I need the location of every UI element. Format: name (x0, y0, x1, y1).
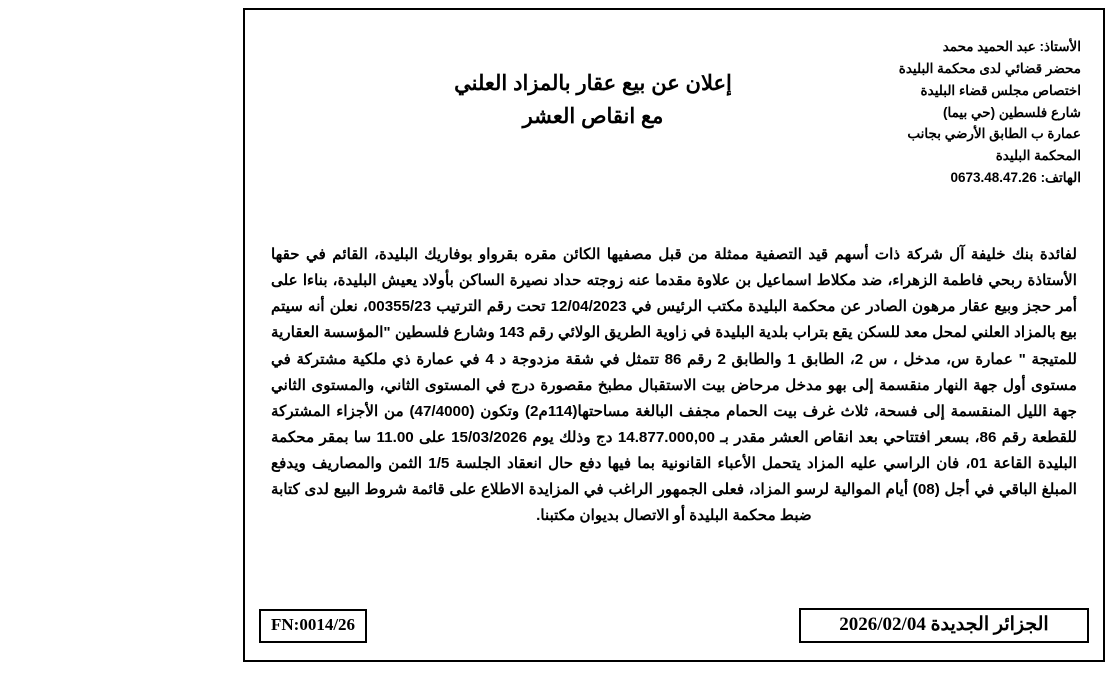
officer-role: محضر قضائي لدى محكمة البليدة (898, 60, 1081, 76)
officer-building: عمارة ب الطابق الأرضي بجانب (907, 126, 1081, 142)
officer-street: شارع فلسطين (حي بيما) (943, 104, 1081, 120)
officer-jurisdiction: اختصاص مجلس قضاء البليدة (920, 82, 1081, 98)
officer-court: المحكمة البليدة (995, 148, 1081, 164)
title-line-2: مع انقاص العشر (522, 104, 664, 128)
document-body (271, 242, 1077, 530)
body-paragraph: لفائدة بنك خليفة آل شركة ذات أسهم قيد التصفية ممثلة من قبل مصفيها الكائن مقره بقرواو بوفاريك البليدة، القائم في حقها الأستاذة ربحي فاطمة الزهراء، ضد مكلاط اسماعيل بن علاوة مقدما عنه زوجته حداد نصيرة الساكن بأولاد يعيش البليدة، بناءا على أمر حجز وبيع عقار مرهون الصادر عن محكمة البليدة مكتب الرئيس في 12/04/2023 تحت رقم الترتيب 00355/23، نعلن أنه سيتم بيع بالمزاد العلني لمحل معد للسكن يقع بتراب بلدية البليدة في زاوية الطريق الولائي رقم 143 وشارع فلسطين "المؤسسة العقارية للمتيجة " عمارة س، مدخل ، س 2، الطابق 1 والطابق 2 رقم 86 تتمثل في شقة مزدوجة د 4 في عمارة ذي ملكية مشتركة في مستوى أول جهة النهار منقسمة إلى بهو مدخل مرحاض بيت الاستقبال مطبخ مقصورة درج في المستوى الثاني، والمستوى الثاني جهة الليل المنقسمة إلى فسحة، ثلاث غرف بيت الحمام مجفف البالغة مساحتها(114م2) وتكون (47/4000) من الأجزاء المشتركة للقطعة رقم 86، بسعر افتتاحي بعد انقاص العشر مقدر بـ 14.877.000,00 دج وذلك يوم 15/03/2026 على 11.00 سا بمقر محكمة البليدة القاعة 01، فان الراسي عليه المزاد يتحمل الأعباء القانونية بما فيها دفع حال انعقاد الجلسة 1/5 الثمن والمصاريف ويدفع المبلغ الباقي في أجل (08) أيام الموالية لرسو المزاد، فعلى الجمهور الراغب في المزايدة الاطلاع على قائمة شروط البيع لدى كتابة ضبط محكمة البليدة أو الاتصال بديوان مكتبنا. (271, 246, 1077, 525)
footer-place-date: الجزائر الجديدة 2026/02/04 (799, 608, 1089, 643)
officer-name: الأستاذ: عبد الحميد محمد (942, 39, 1081, 54)
document-title (383, 68, 803, 133)
footer-reference: FN:0014/26 (259, 609, 367, 643)
officer-phone: الهاتف: 0673.48.47.26 (950, 170, 1081, 186)
title-line-1: إعلان عن بيع عقار بالمزاد العلني (454, 72, 732, 95)
document-page (243, 8, 1105, 662)
